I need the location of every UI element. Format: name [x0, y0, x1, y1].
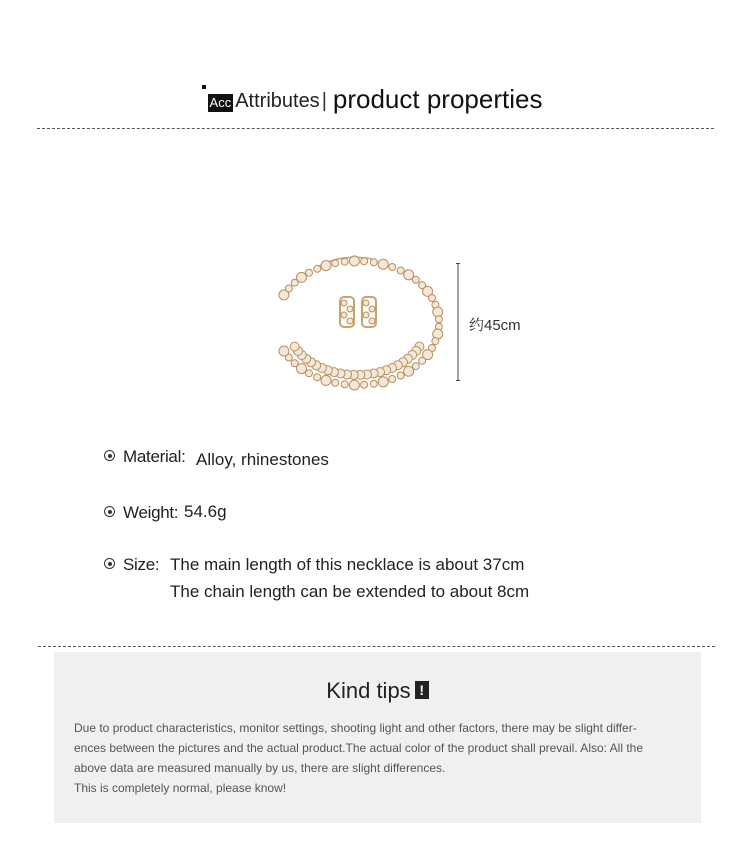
weight-label: Weight:: [123, 503, 179, 522]
size-value-line2: The chain length can be extended to about 8cm: [170, 582, 530, 601]
measure-label: 约45cm: [469, 317, 521, 334]
size-value-line1: The main length of this necklace is about 37cm: [170, 555, 525, 574]
header-separator: |: [321, 90, 327, 112]
tips-line: ences between the pictures and the actual product.The actual color of the product shall prevail. Also: All the: [74, 741, 644, 755]
attributes-word: Attributes: [235, 90, 320, 112]
weight-value: 54.6g: [184, 502, 227, 521]
measure-line: [456, 263, 460, 381]
tips-line: This is completely normal, please know!: [74, 781, 287, 795]
tips-line: Due to product characteristics, monitor settings, shooting light and other factors, there may be slight differ-: [74, 721, 637, 735]
tips-line: above data are measured manually by us, there are slight differences.: [74, 761, 446, 775]
kind-tips-text: [74, 718, 686, 798]
page-title: product properties: [332, 84, 543, 114]
spec-weight: [104, 503, 178, 523]
dashed-divider-bottom: [38, 646, 715, 647]
kind-tips-panel: [54, 652, 701, 823]
dashed-divider-top: [37, 128, 714, 129]
acc-badge: Acc: [209, 95, 232, 110]
bullet-icon: [104, 506, 115, 517]
kind-tips-heading: [54, 678, 701, 704]
section-header: [0, 84, 750, 115]
bullet-icon: [104, 558, 115, 569]
necklace-and-earrings-image: [262, 245, 452, 405]
spec-size: [104, 555, 159, 575]
material-value: Alloy, rhinestones: [196, 450, 329, 469]
spec-material: [104, 447, 186, 467]
size-label: Size:: [123, 555, 160, 574]
material-label: Material:: [123, 447, 186, 466]
kind-tips-title: Kind tips: [326, 678, 411, 703]
bullet-icon: [104, 450, 115, 461]
warning-icon: !: [415, 681, 429, 699]
